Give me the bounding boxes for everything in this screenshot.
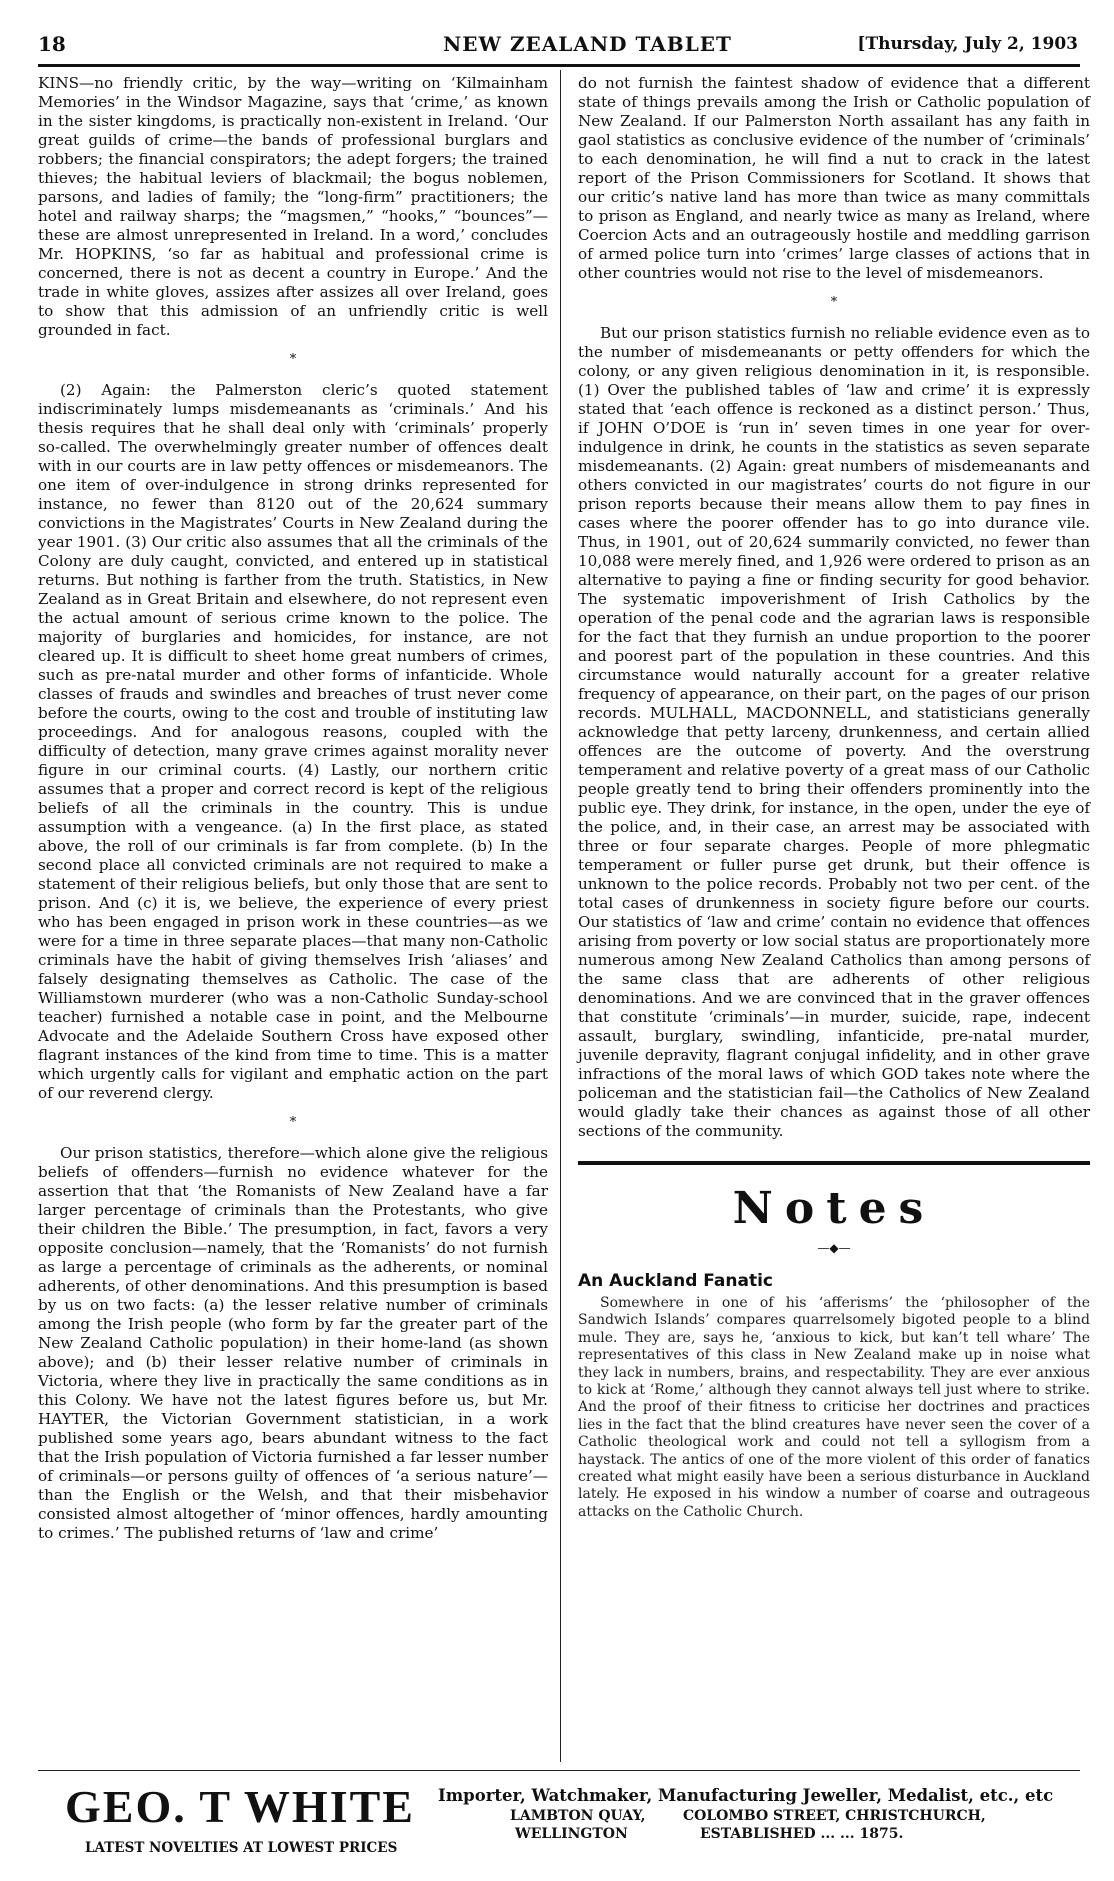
section-divider-star: * xyxy=(289,1115,297,1130)
advert-second-address: COLOMBO STREET, CHRISTCHURCH, xyxy=(683,1808,986,1824)
right-paragraph-2: But our prison statistics furnish no reliable evidence even as to the number of misdemeanants or petty offenders for which the colony, or any given religious denomination in it, is responsible. (1) Over the published tables of ‘law and crime’ it is expressly stated that ‘each offence is reckoned as a distinct person.’ Thus, if JOHN O’DOE is ‘run in’ seven times in one year for over-indulgence in drink, he counts in the statistics as seven separate misdemeanants. (2) Again: great numbers of misdemeanants and others convicted in our magistrates’ courts do not figure in our prison reports because their means allow them to pay fines in cases where the poorer offender has to go into durance vile. Thus, in 1901, out of 20,624 summarily convicted, no fewer than 10,088 were merely fined, and 1,926 were ordered to prison as an alternative to paying a fine or finding security for good behavior. The systematic impoverishment of Irish Catholics by the operation of the penal code and the agrarian laws is responsible for the fact that they furnish an undue proportion to the poorer and poorest part of the population in these countries. And this circumstance would naturally account for a greater relative frequency of appearance, on their part, on the pages of our prison records. MULHALL, MACDONNELL, and statisticians generally acknowledge that petty larceny, drunkenness, and certain allied offences are the outcome of poverty. And the overstrung temperament and relative poverty of a great mass of our Catholic people greatly tend to bring their offenders prominently into the public eye. They drink, for instance, in the open, under the eye of the police, and, in their case, an arrest may be associated with three or four separate charges. People of more phlegmatic temperament or fuller purse get drunk, but their offence is unknown to the police records. Probably not two per cent. of the total cases of drunkenness in society figure before our courts. Our statistics of ‘law and crime’ contain no evidence that offences arising from poverty or low social status are proportionately more numerous among New Zealand Catholics than among persons of the same class that are adherents of other religious denominations. And we are convinced that in the graver offences that constitute ‘criminals’—in murder, suicide, rape, indecent assault, burglary, swindling, infanticide, pre-natal murder, juvenile depravity, flagrant conjugal infidelity, and in other grave infractions of the moral laws of which GOD takes note where the policeman and the statistician fail—the Catholics of New Zealand would gladly take their chances as against those of all other sections of the community. xyxy=(578,324,1090,1140)
left-paragraph-2: (2) Again: the Palmerston cleric’s quoted statement indiscriminately lumps misdemeanants as ‘criminals.’ And his thesis requires that he shall deal only with ‘criminals’ properly so-called. The overwhelmingly greater number of offences dealt with in our courts are in law petty offences or misdemeanors. The one item of over-indulgence in strong drinks represented for instance, no fewer than 8120 out of the 20,624 summary convictions in the Magistrates’ Courts in New Zealand during the year 1901. (3) Our critic also assumes that all the criminals of the Colony are duly caught, convicted, and entered up in statistical returns. But nothing is farther from the truth. Statistics, in New Zealand as in Great Britain and elsewhere, do not represent even the actual amount of serious crime known to the police. The majority of burglaries and homicides, for instance, are not cleared up. It is difficult to sheet home great numbers of crimes, such as pre-natal murder and other forms of infanticide. Whole classes of frauds and swindles and breaches of trust never come before the courts, owing to the cost and trouble of instituting law proceedings. And for analogous reasons, coupled with the difficulty of detection, many grave crimes against morality never figure in our criminal courts. (4) Lastly, our northern critic assumes that a proper and correct record is kept of the religious beliefs of all the criminals in the country. This is undue assumption with a vengeance. (a) In the first place, as stated above, the roll of our criminals is far from complete. (b) In the second place all convicted criminals are not required to make a statement of their religious beliefs, but only those that are sent to prison. And (c) it is, we believe, the experience of every priest who has been engaged in prison work in these countries—as we were for a time in three separate places—that many non-Catholic criminals have the habit of giving themselves Irish ‘aliases’ and falsely designating themselves as Catholic. The case of the Williamstown murderer (who was a non-Catholic Sunday-school teacher) furnished a notable case in point, and the Melbourne Advocate and the Adelaide Southern Cross have exposed other flagrant instances of the kind from time to time. This is a matter which urgently calls for vigilant and emphatic action on the part of our reverend clergy. xyxy=(38,381,548,1102)
advert-rule xyxy=(38,1770,1080,1771)
notes-heading: Notes xyxy=(732,1183,936,1234)
advert-services: Importer, Watchmaker, Manufacturing Jeweller, Medalist, etc., etc xyxy=(438,1786,1054,1805)
column-divider xyxy=(560,70,561,1762)
left-paragraph-1: KINS—no friendly critic, by the way—writing on ‘Kilmainham Memories’ in the Windsor Magazine, says that ‘crime,’ as known in the sister kingdoms, is practically non-existent in Ireland. ‘Our great guilds of crime—the bands of professional burglars and robbers; the financial conspirators; the adept forgers; the trained thieves; the habitual leviers of blackmail; the bogus noblemen, parsons, and ladies of family; the “long-firm” practitioners; the hotel and railway sharps; the “magsmen,” “hooks,” “bounces”—these are almost unrepresented in Ireland. In a word,’ concludes Mr. HOPKINS, ‘so far as habitual and professional crime is concerned, there is not as decent a country in Europe.’ And the trade in white gloves, assizes after assizes all over Ireland, goes to show that this admission of an unfriendly critic is well grounded in fact. xyxy=(38,74,548,339)
issue-date: [Thursday, July 2, 1903 xyxy=(857,34,1078,54)
section-divider-star: * xyxy=(830,295,838,310)
advert-business-name: GEO. T WHITE xyxy=(65,1781,415,1832)
section-divider-star: * xyxy=(289,352,297,367)
notes-separator xyxy=(578,1161,1090,1165)
advert-established: ESTABLISHED ... ... 1875. xyxy=(700,1826,904,1842)
right-paragraph-1: do not furnish the faintest shadow of evidence that a different state of things prevails among the Irish or Catholic population of New Zealand. If our Palmerston North assailant has any faith in gaol statistics as conclusive evidence of the number of ‘criminals’ to each denomination, he will find a nut to crack in the latest report of the Prison Commissioners for Scotland. It shows that our critic’s native land has more than twice as many committals to prison as England, and nearly twice as many as Ireland, where Coercion Acts and an outrageously hostile and meddling garrison of armed police turn into ‘crimes’ large classes of actions that in other countries would not rise to the level of misdemeanors. xyxy=(578,74,1090,282)
advert-address-street: LAMBTON QUAY, xyxy=(510,1808,646,1824)
advert-address-city: WELLINGTON xyxy=(515,1826,628,1842)
advert-slogan: LATEST NOVELTIES AT LOWEST PRICES xyxy=(85,1840,398,1856)
header-rule xyxy=(38,64,1080,67)
page-number: 18 xyxy=(38,32,66,56)
left-column xyxy=(38,74,548,1547)
right-column xyxy=(578,74,1090,1525)
page-header xyxy=(38,28,1078,68)
article-heading: An Auckland Fanatic xyxy=(578,1271,774,1291)
left-paragraph-3: Our prison statistics, therefore—which alone give the religious beliefs of offenders—furnish no evidence whatever for the assertion that that ‘the Romanists of New Zealand have a far larger percentage of criminals than the Protestants, who give their children the Bible.’ The presumption, in fact, favors a very opposite conclusion—namely, that the ‘Romanists’ do not furnish as large a percentage of criminals as the adherents, or nominal adherents, of other denominations. And this presumption is based by us on two facts: (a) the lesser relative number of criminals among the Irish people (who form by far the greater part of the New Zealand Catholic population) in their home-land (as shown above); and (b) their lesser relative number of criminals in Victoria, where they live in practically the same conditions as in this Colony. We have not the latest figures before us, but Mr. HAYTER, the Victorian Government statistician, in a work published some years ago, bears abundant witness to the fact that the Irish population of Victoria furnished a far lesser number of criminals—or persons guilty of offences of ‘a serious nature’—than the English or the Welsh, and that their misbehavior consisted almost altogether of ‘minor offences, hardly amounting to crimes.’ The published returns of ‘law and crime’ xyxy=(38,1144,548,1542)
notes-ornament: —◆— xyxy=(817,1241,851,1255)
publication-title: NEW ZEALAND TABLET xyxy=(443,32,732,56)
article-body: Somewhere in one of his ‘afferisms’ the ‘philosopher of the Sandwich Islands’ compares quarrelsomely bigoted people to a blind mule. They are, says he, ‘anxious to kick, but kan’t tell whare’ The representatives of this class in New Zealand make up in noise what they lack in numbers, brains, and respectability. They are ever anxious to kick at ‘Rome,’ although they cannot always tell just where to strike. And the proof of their fitness to criticise her doctrines and practices lies in the fact that the blind creatures have never seen the cover of a Catholic theological work and could not tell a syllogism from a haystack. The antics of one of the more violent of this order of fanatics created what might easily have been a serious disturbance in Auckland lately. He exposed in his window a number of coarse and outrageous attacks on the Catholic Church. xyxy=(578,1295,1090,1520)
